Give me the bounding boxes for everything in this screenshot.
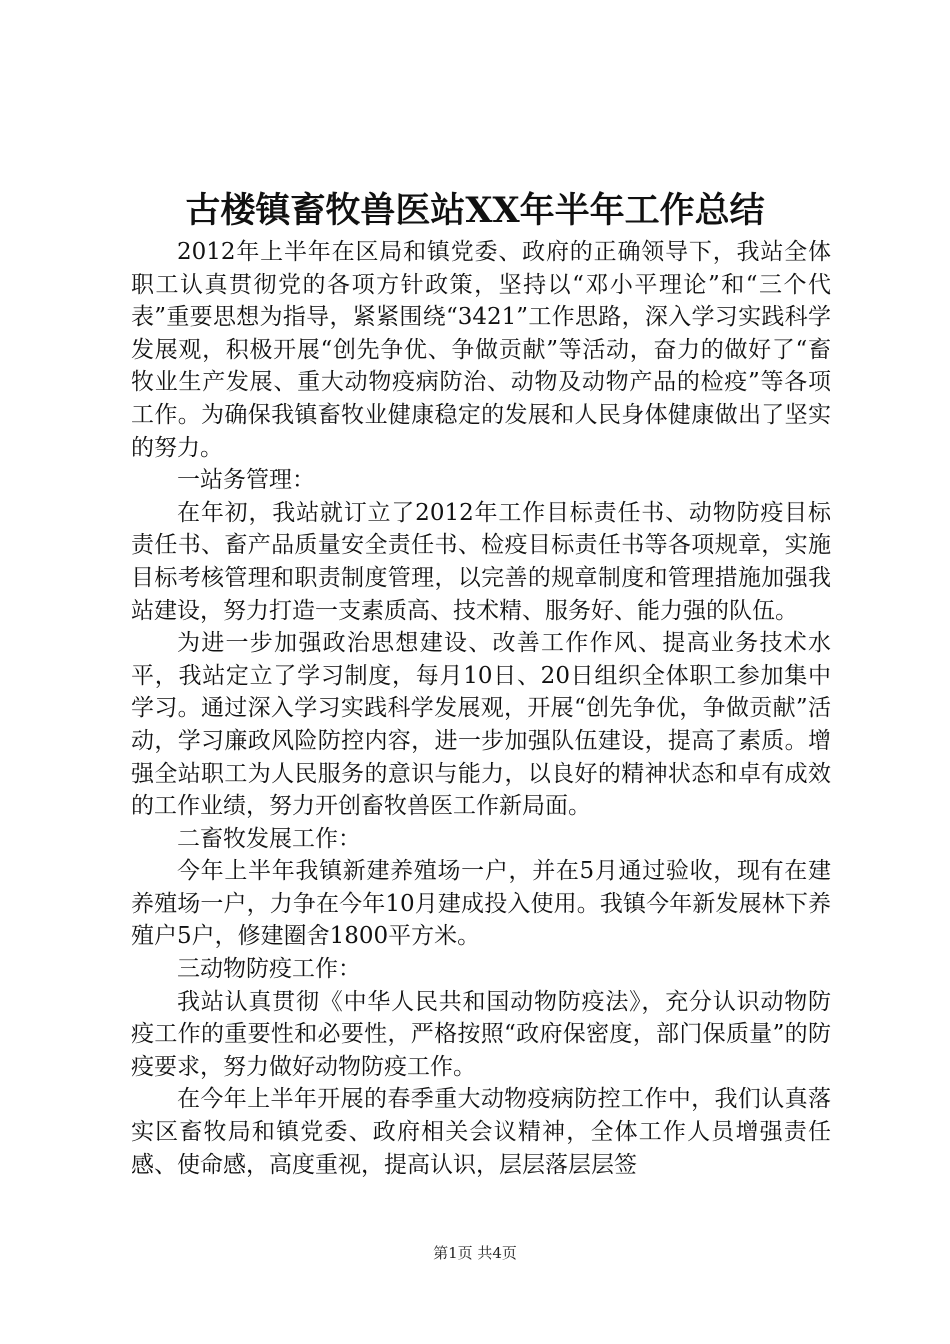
section-heading-station-management: 一站务管理： xyxy=(177,467,315,494)
paragraph-responsibility: 在年初，我站就订立了2012年工作目标责任书、动物防疫目标责任书、畜产品质量安全责任书、检疫目标责任书等各项规章，实施目标考核管理和职责制度管理，以完善的规章制度和管理措施加强我站建设，努力打造一支素质高、技术精、服务好、能力强的队伍。 xyxy=(131,499,831,624)
paragraph-spring-campaign: 在今年上半年开展的春季重大动物疫病防控工作中，我们认真落实区畜牧局和镇党委、政府相关会议精神，全体工作人员增强责任感、使命感，高度重视，提高认识，层层落层层签 xyxy=(131,1086,831,1178)
paragraph-study-system: 为进一步加强政治思想建设、改善工作作风、提高业务技术水平，我站定立了学习制度，每月10日、20日组织全体职工参加集中学习。通过深入学习实践科学发展观，开展“创先争优，争做贡献”活动，学习廉政风险防控内容，进一步加强队伍建设，提高了素质。增强全站职工为人民服务的意识与能力，以良好的精神状态和卓有成效的工作业绩，努力开创畜牧兽医工作新局面。 xyxy=(131,630,831,820)
page-number-footer: 第1页 共4页 xyxy=(433,1244,517,1262)
paragraph-intro: 2012年上半年在区局和镇党委、政府的正确领导下，我站全体职工认真贯彻党的各项方针政策，坚持以“邓小平理论”和“三个代表”重要思想为指导，紧紧围绕“3421”工作思路，深入学习实践科学发展观，积极开展“创先争优、争做贡献”等活动，奋力的做好了“畜牧业生产发展、重大动物疫病防治、动物及动物产品的检疫”等各项工作。为确保我镇畜牧业健康稳定的发展和人民身体健康做出了坚实的努力。 xyxy=(131,239,831,461)
document-body xyxy=(131,236,831,1181)
section-heading-livestock-development: 二畜牧发展工作： xyxy=(177,825,361,852)
paragraph-prevention-law: 我站认真贯彻《中华人民共和国动物防疫法》，充分认识动物防疫工作的重要性和必要性，严格按照“政府保密度，部门保质量”的防疫要求，努力做好动物防疫工作。 xyxy=(131,988,831,1080)
document-title: 古楼镇畜牧兽医站XX年半年工作总结 xyxy=(185,190,765,231)
paragraph-farms: 今年上半年我镇新建养殖场一户，并在5月通过验收，现有在建养殖场一户，力争在今年10月建成投入使用。我镇今年新发展林下养殖户5户，修建圈舍1800平方米。 xyxy=(131,858,831,950)
section-heading-animal-epidemic-prevention: 三动物防疫工作： xyxy=(177,956,361,983)
